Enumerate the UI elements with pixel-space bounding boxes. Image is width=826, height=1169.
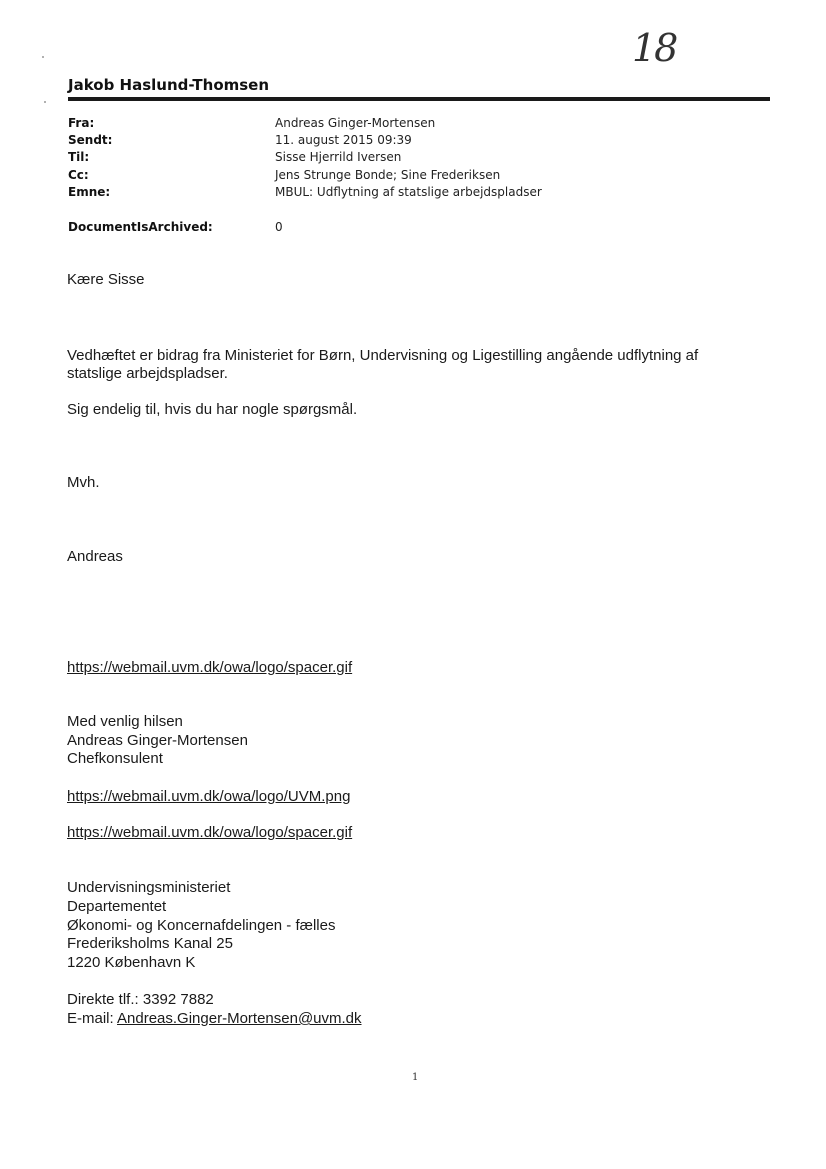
spacer-link[interactable]: https://webmail.uvm.dk/owa/logo/spacer.gif (67, 659, 353, 676)
to-value: Sisse Hjerrild Iversen (275, 150, 402, 164)
phone-line: Direkte tlf.: 3392 7882 (67, 991, 214, 1008)
header-divider (68, 97, 770, 101)
cc-label: Cc: (68, 168, 89, 182)
address-line: 1220 København K (67, 954, 196, 971)
scan-speck (42, 56, 44, 58)
address-line: Undervisningsministeriet (67, 879, 231, 896)
archived-value: 0 (275, 220, 283, 234)
signature-title: Chefkonsulent (67, 750, 163, 767)
greeting: Kære Sisse (67, 271, 145, 288)
to-label: Til: (68, 150, 90, 164)
sent-value: 11. august 2015 09:39 (275, 133, 412, 147)
body-paragraph-line: statslige arbejdspladser. (67, 365, 228, 382)
spacer-link[interactable]: https://webmail.uvm.dk/owa/logo/spacer.gif (67, 824, 353, 841)
body-paragraph-line: Vedhæftet er bidrag fra Ministeriet for Børn, Undervisning og Ligestilling angående udflytning af (67, 347, 699, 364)
subject-value: MBUL: Udflytning af statslige arbejdspladser (275, 185, 542, 199)
signature-name: Andreas Ginger-Mortensen (67, 732, 248, 749)
body-paragraph: Sig endelig til, hvis du har nogle spørgsmål. (67, 401, 358, 418)
email-line (67, 1010, 362, 1028)
regards: Med venlig hilsen (67, 713, 183, 730)
subject-label: Emne: (68, 185, 111, 199)
address-line: Økonomi- og Koncernafdelingen - fælles (67, 917, 336, 934)
address-line: Departementet (67, 898, 167, 915)
signoff-name: Andreas (67, 548, 123, 565)
page-footer-number: 1 (412, 1072, 419, 1083)
cc-value: Jens Strunge Bonde; Sine Frederiksen (275, 168, 501, 182)
email-link[interactable]: Andreas.Ginger-Mortensen@uvm.dk (117, 1010, 362, 1027)
mailbox-owner-name: Jakob Haslund-Thomsen (68, 76, 270, 94)
archived-label: DocumentIsArchived: (68, 220, 213, 234)
address-line: Frederiksholms Kanal 25 (67, 935, 233, 952)
uvm-logo-link[interactable]: https://webmail.uvm.dk/owa/logo/UVM.png (67, 788, 351, 805)
scan-speck (44, 101, 46, 103)
sent-label: Sendt: (68, 133, 113, 147)
handwritten-page-number: 18 (632, 26, 677, 70)
from-value: Andreas Ginger-Mortensen (275, 116, 436, 130)
closing: Mvh. (67, 474, 100, 491)
from-label: Fra: (68, 116, 95, 130)
email-label: E-mail: (67, 1010, 118, 1027)
